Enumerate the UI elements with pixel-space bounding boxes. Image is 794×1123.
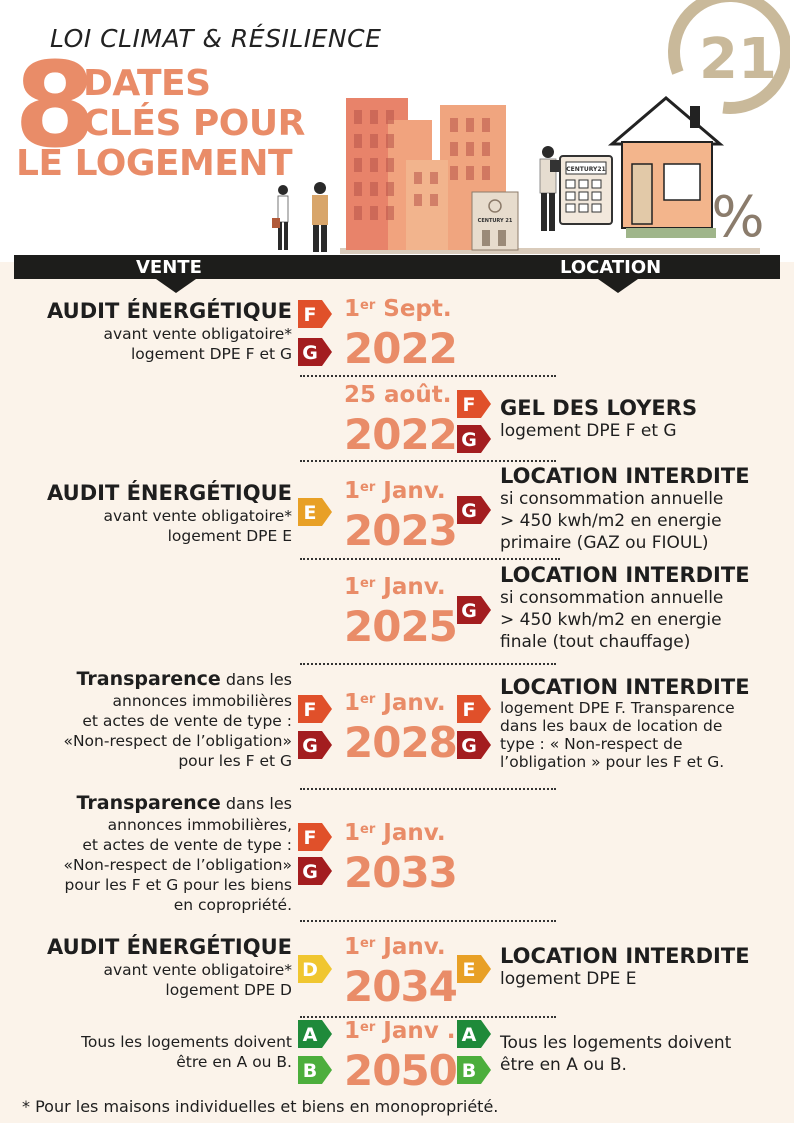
vente-text-line: logement DPE E — [167, 527, 292, 545]
location-block — [500, 563, 750, 653]
dpe-badge-letter: D — [302, 959, 318, 981]
tab-vente: VENTE — [136, 257, 202, 278]
vente-text-line: être en A ou B. — [176, 1053, 292, 1071]
title-line-2: CLÉS POUR — [83, 103, 305, 144]
date-suffix: er — [360, 298, 376, 313]
law-title: LOI CLIMAT & RÉSILIENCE — [50, 24, 382, 53]
dpe-badge-letter: G — [461, 429, 477, 451]
location-text-line: logement DPE F et G — [500, 421, 677, 441]
dpe-badge-letter: B — [302, 1060, 318, 1082]
dpe-badge-f — [298, 823, 332, 851]
dpe-badge-g — [457, 496, 491, 524]
house — [612, 98, 720, 238]
date-month: Janv. — [383, 478, 446, 504]
agency-sign: CENTURY 21 — [477, 218, 513, 224]
date-month: Janv. — [383, 934, 446, 960]
dpe-badge-letter: G — [302, 735, 318, 757]
dpe-badge-letter: G — [302, 861, 318, 883]
vente-text-line: et actes de vente de type : — [82, 712, 292, 730]
date-suffix: er — [360, 822, 376, 837]
location-text-line: finale (tout chauffage) — [500, 632, 691, 652]
location-block — [500, 464, 750, 554]
vente-heading — [63, 668, 292, 691]
dpe-badge-letter: B — [461, 1060, 477, 1082]
location-text-line: > 450 kwh/m2 en energie — [500, 511, 722, 531]
dotted-separator — [300, 920, 556, 922]
dpe-badge-letter: F — [462, 394, 476, 416]
vente-block — [47, 480, 292, 546]
percent-sign: % — [711, 185, 765, 250]
vente-block — [63, 668, 292, 771]
date-day-month — [344, 934, 446, 960]
location-text-line: type : « Non-respect de — [500, 735, 683, 753]
vente-block — [47, 298, 292, 364]
vente-text-line: en copropriété. — [173, 896, 292, 914]
vente-heading: AUDIT ÉNERGÉTIQUE — [47, 481, 292, 505]
vente-heading-bold: Transparence — [76, 792, 221, 814]
date-year: 2033 — [344, 848, 457, 897]
footnote: * Pour les maisons individuelles et biens en monopropriété. — [22, 1097, 499, 1116]
location-text-line: si consommation annuelle — [500, 489, 724, 509]
date-day-month — [344, 478, 446, 504]
vente-text-line: pour les F et G — [178, 752, 292, 770]
vente-text-line: «Non-respect de l’obligation» — [63, 856, 292, 874]
dpe-badge-letter: G — [461, 600, 477, 622]
location-text-line: primaire (GAZ ou FIOUL) — [500, 533, 709, 553]
dotted-separator — [300, 375, 556, 377]
dpe-badge-b — [298, 1056, 332, 1084]
date-year: 2050 — [344, 1046, 457, 1095]
vente-text-line: avant vente obligatoire* — [103, 507, 292, 525]
date-month: Janv . — [383, 1018, 456, 1044]
date-day-month — [344, 296, 452, 322]
dpe-badge-letter: G — [461, 500, 477, 522]
vente-arrow — [156, 279, 196, 293]
dpe-badge-letter: F — [303, 699, 317, 721]
vente-block — [81, 1032, 292, 1072]
dpe-badge-letter: F — [303, 827, 317, 849]
date-year: 2034 — [344, 962, 457, 1011]
location-heading: LOCATION INTERDITE — [500, 563, 750, 587]
dpe-badge-d — [298, 955, 332, 983]
location-text-line: si consommation annuelle — [500, 588, 724, 608]
dpe-badge-f — [298, 300, 332, 328]
date-day-month — [344, 690, 446, 716]
location-block — [500, 675, 750, 771]
vente-text-line: Tous les logements doivent — [81, 1033, 292, 1051]
date-suffix: er — [360, 936, 376, 951]
date-month: Sept. — [383, 296, 452, 322]
vente-text-line: annonces immobilières — [112, 692, 292, 710]
date-year: 2022 — [344, 324, 457, 373]
location-text-line: > 450 kwh/m2 en energie — [500, 610, 722, 630]
people-left — [272, 182, 328, 252]
dpe-badge-g — [298, 338, 332, 366]
dotted-separator — [300, 663, 556, 665]
vente-heading: AUDIT ÉNERGÉTIQUE — [47, 299, 292, 323]
vente-text-line: «Non-respect de l’obligation» — [63, 732, 292, 750]
date-day: 1 — [344, 690, 361, 716]
vente-text-line: pour les F et G pour les biens — [64, 876, 292, 894]
location-text-line: logement DPE E — [500, 969, 637, 989]
dpe-badge-letter: G — [461, 735, 477, 757]
dpe-badge-g — [457, 596, 491, 624]
dotted-separator — [300, 788, 556, 790]
person-right — [540, 146, 560, 231]
dpe-badge-e — [457, 955, 491, 983]
city-illustration — [250, 60, 794, 260]
location-text-line: dans les baux de location de — [500, 717, 723, 735]
date-month: Janv. — [383, 820, 446, 846]
date-day-month: 25 août. — [344, 382, 452, 408]
location-heading: LOCATION INTERDITE — [500, 464, 750, 488]
dpe-badge-letter: E — [303, 502, 317, 524]
vente-text-line: avant vente obligatoire* — [103, 325, 292, 343]
vente-heading-rest: dans les — [220, 670, 292, 689]
dpe-badge-letter: F — [462, 699, 476, 721]
location-heading: LOCATION INTERDITE — [500, 944, 750, 968]
vente-heading: AUDIT ÉNERGÉTIQUE — [47, 935, 292, 959]
vente-text-line: et actes de vente de type : — [82, 836, 292, 854]
dpe-badge-g — [457, 425, 491, 453]
dpe-badge-letter: A — [302, 1024, 318, 1046]
location-block — [500, 944, 750, 990]
date-year: 2025 — [344, 602, 457, 651]
date-day: 1 — [344, 1018, 361, 1044]
vente-heading-rest: dans les — [220, 794, 292, 813]
date-year: 2028 — [344, 718, 457, 767]
dpe-badge-b — [457, 1056, 491, 1084]
date-suffix: er — [360, 692, 376, 707]
location-text-line: logement DPE F. Transparence — [500, 699, 735, 717]
date-suffix: er — [360, 480, 376, 495]
date-day: 1 — [344, 574, 361, 600]
vente-text-line: annonces immobilières, — [107, 816, 292, 834]
dpe-badge-e — [298, 498, 332, 526]
date-month: Janv. — [383, 574, 446, 600]
location-block — [500, 1032, 731, 1076]
date-suffix: er — [360, 1020, 376, 1035]
dpe-badge-a — [457, 1020, 491, 1048]
dpe-badge-g — [457, 731, 491, 759]
building-4 — [406, 160, 448, 250]
dpe-badge-letter: G — [302, 342, 318, 364]
date-day: 1 — [344, 820, 361, 846]
date-day-month — [344, 1018, 455, 1044]
dpe-badge-a — [298, 1020, 332, 1048]
date-day-month — [344, 820, 446, 846]
date-day: 1 — [344, 934, 361, 960]
location-heading: LOCATION INTERDITE — [500, 675, 750, 699]
vente-heading-bold: Transparence — [76, 668, 221, 690]
location-text-line: être en A ou B. — [500, 1055, 627, 1075]
location-heading: GEL DES LOYERS — [500, 396, 698, 420]
location-arrow — [598, 279, 638, 293]
vente-block — [47, 934, 292, 1000]
vente-heading — [63, 792, 292, 815]
dpe-badge-g — [298, 857, 332, 885]
title-line-3: LE LOGEMENT — [16, 143, 293, 184]
date-year: 2023 — [344, 506, 457, 555]
date-year: 2022 — [344, 410, 457, 459]
date-day: 1 — [344, 478, 361, 504]
date-suffix: er — [360, 576, 376, 591]
dpe-badge-letter: E — [462, 959, 476, 981]
dotted-separator — [300, 460, 556, 462]
location-block — [500, 396, 697, 442]
dpe-badge-g — [298, 731, 332, 759]
calculator — [560, 156, 612, 224]
dpe-badge-f — [457, 695, 491, 723]
location-text-line: Tous les logements doivent — [500, 1033, 732, 1053]
dpe-badge-f — [457, 390, 491, 418]
dotted-separator — [300, 558, 560, 560]
title-line-1: DATES — [83, 63, 211, 104]
big-eight: 8 — [14, 36, 97, 174]
tab-bar — [14, 255, 780, 279]
dpe-badge-f — [298, 695, 332, 723]
vente-text-line: avant vente obligatoire* — [103, 961, 292, 979]
dpe-badge-letter: A — [461, 1024, 477, 1046]
dotted-separator — [300, 1016, 556, 1018]
location-text-line: l’obligation » pour les F et G. — [500, 753, 725, 771]
date-month: Janv. — [383, 690, 446, 716]
logo-text: 21 — [699, 27, 777, 92]
tab-location: LOCATION — [560, 257, 662, 278]
vente-text-line: logement DPE D — [165, 981, 292, 999]
vente-block — [63, 792, 292, 915]
dpe-badge-letter: F — [303, 304, 317, 326]
vente-text-line: logement DPE F et G — [130, 345, 292, 363]
calculator-sign: CENTURY21 — [566, 166, 606, 173]
date-day: 1 — [344, 296, 361, 322]
date-day-month — [344, 574, 446, 600]
header — [0, 0, 794, 262]
